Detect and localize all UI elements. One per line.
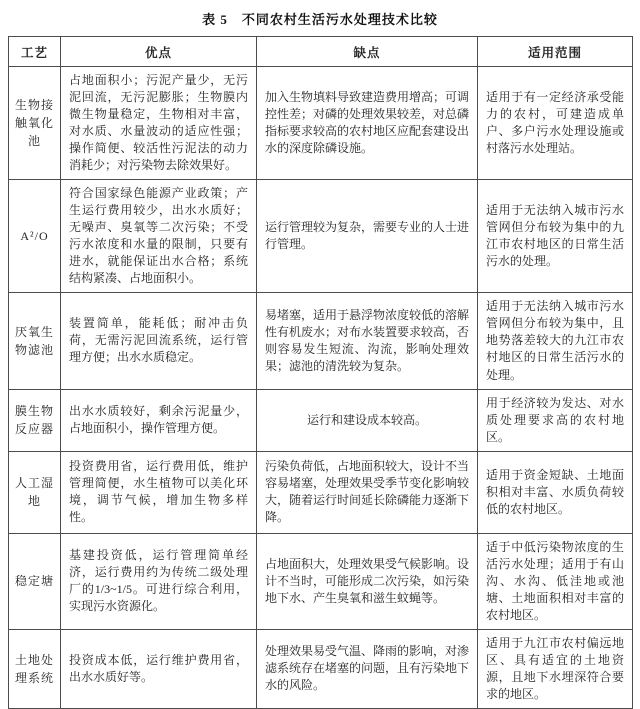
cell-process: 人工湿地: [9, 451, 61, 533]
cell-advantages: 投资成本低，运行维护费用省，出水水质好等。: [61, 629, 257, 708]
cell-advantages: 投资费用省，运行费用低，维护管理简便，水生植物可以美化环境，调节气候，增加生物多样性。: [61, 451, 257, 533]
cell-process: 稳定塘: [9, 533, 61, 629]
cell-disadvantages: 易堵塞，适用于悬浮物浓度较低的溶解性有机废水；对布水装置要求较高，否则容易发生短流、沟流，影响处理效果；滤池的清洗较为复杂。: [257, 293, 478, 389]
table-row-a2o: [9, 180, 633, 293]
table-row-membrane-bioreactor: [9, 389, 633, 451]
cell-scope: 适用于资金短缺、土地面积相对丰富、水质负荷较低的农村地区。: [478, 451, 633, 533]
comparison-table: [8, 36, 633, 709]
cell-scope: 用于经济较为发达、对水质处理要求高的农村地区。: [478, 389, 633, 451]
table-row-bio-contact-oxidation: [9, 67, 633, 180]
table-title: 表 5 不同农村生活污水处理技术比较: [202, 12, 438, 27]
cell-process: 土地处理系统: [9, 629, 61, 708]
table-row-land-treatment-system: [9, 629, 633, 708]
cell-disadvantages: 污染负荷低，占地面积较大，设计不当容易堵塞，处理效果受季节变化影响较大，随着运行时间延长除磷能力逐渐下降。: [257, 451, 478, 533]
cell-disadvantages: 处理效果易受气温、降雨的影响，对渗滤系统存在堵塞的问题，且有污染地下水的风险。: [257, 629, 478, 708]
cell-advantages: 占地面积小；污泥产量少，无污泥回流，无污泥膨胀；生物膜内微生物量稳定，生物相对丰富，对水质、水量波动的适应性强；操作简便、较活性污泥法的动力消耗少；对污染物去除效果好。: [61, 67, 257, 180]
cell-advantages: 出水水质较好，剩余污泥量少，占地面积小，操作管理方便。: [61, 389, 257, 451]
header-process: 工艺: [9, 37, 61, 67]
cell-process: 生物接触氧化池: [9, 67, 61, 180]
table-row-stabilization-pond: [9, 533, 633, 629]
cell-disadvantages: 加入生物填料导致建造费用增高；可调控性差；对磷的处理效果较差，对总磷指标要求较高的农村地区应配套建设出水的深度除磷设施。: [257, 67, 478, 180]
cell-advantages: 装置简单，能耗低；耐冲击负荷，无需污泥回流系统，运行管理方便；出水水质稳定。: [61, 293, 257, 389]
cell-process: 膜生物反应器: [9, 389, 61, 451]
table-row-constructed-wetland: [9, 451, 633, 533]
cell-scope: 适用于无法纳入城市污水管网但分布较为集中，且地势落差较大的九江市农村地区的日常生活污水的处理。: [478, 293, 633, 389]
cell-scope: 适用于九江市农村偏远地区、具有适宜的土地资源，且地下水埋深符合要求的地区。: [478, 629, 633, 708]
cell-disadvantages: 占地面积大，处理效果受气候影响。设计不当时，可能形成二次污染，如污染地下水、产生臭氧和滋生蚊蝇等。: [257, 533, 478, 629]
header-disadvantages: 缺点: [257, 37, 478, 67]
cell-scope: 适用于无法纳入城市污水管网但分布较为集中的九江市农村地区的日常生活污水的处理。: [478, 180, 633, 293]
cell-process: A²/O: [9, 180, 61, 293]
cell-advantages: 符合国家绿色能源产业政策；产生运行费用较少，出水水质好；无噪声、臭氧等二次污染；不受污水浓度和水量的限制，只要有进水，就能保证出水合格；系统结构紧凑、占地面积小。: [61, 180, 257, 293]
cell-advantages: 基建投资低，运行管理简单经济，运行费用约为传统二级处理厂的1/3~1/5。可进行综合利用，实现污水资源化。: [61, 533, 257, 629]
cell-disadvantages: 运行和建设成本较高。: [257, 389, 478, 451]
cell-scope: 适于中低污染物浓度的生活污水处理；适用于有山沟、水沟、低洼地或池塘、土地面积相对丰富的农村地区。: [478, 533, 633, 629]
header-advantages: 优点: [61, 37, 257, 67]
cell-disadvantages: 运行管理较为复杂，需要专业的人士进行管理。: [257, 180, 478, 293]
header-row: [9, 37, 633, 67]
table-row-anaerobic-biofilter: [9, 293, 633, 389]
header-scope: 适用范围: [478, 37, 633, 67]
cell-process: 厌氧生物滤池: [9, 293, 61, 389]
cell-scope: 适用于有一定经济承受能力的农村，可建造成单户、多户污水处理设施或村落污水处理站。: [478, 67, 633, 180]
